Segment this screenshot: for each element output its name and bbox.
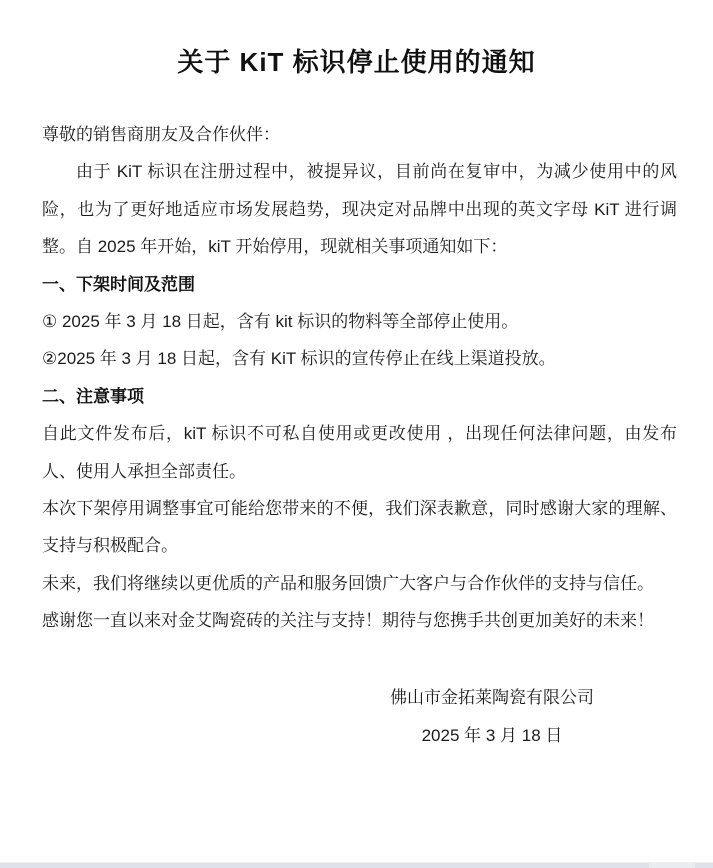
- company-name: 佛山市金拓莱陶瓷有限公司: [390, 688, 594, 708]
- section-2-paragraph-4: 感谢您一直以来对金艾陶瓷砖的关注与支持！期待与您携手共创更加美好的未来！: [42, 611, 654, 631]
- salutation: 尊敬的销售商朋友及合作伙伴：: [42, 125, 280, 144]
- section-1-heading: 一、下架时间及范围: [42, 274, 195, 294]
- signature-date: 2025 年 3 月 18 日: [421, 725, 563, 745]
- section-2-heading: 二、注意事项: [42, 386, 144, 406]
- section-1-item-1: ① 2025 年 3 月 18 日起，含有 kit 标识的物料等全部停止使用。: [42, 311, 519, 331]
- signature-block: [387, 679, 597, 754]
- bottom-edge-highlight: [649, 863, 695, 868]
- bottom-edge-bar: [0, 862, 713, 868]
- intro-paragraph: 由于 KiT 标识在注册过程中，被提异议，目前尚在复审中，为减少使用中的风险，也为了更好地适应市场发展趋势，现决定对品牌中出现的英文字母 KiT 进行调整。自 2025 年开始，kiT 开始停用，现就相关事项通知如下：: [42, 162, 677, 257]
- section-1-item-2: ②2025 年 3 月 18 日起，含有 KiT 标识的宣传停止在线上渠道投放。: [42, 349, 556, 369]
- document-body: [0, 116, 713, 754]
- section-2-paragraph-3: 未来，我们将继续以更优质的产品和服务回馈广大客户与合作伙伴的支持与信任。: [42, 573, 654, 593]
- page-title: 关于 KiT 标识停止使用的通知: [177, 47, 536, 77]
- section-2-paragraph-1: 自此文件发布后，kiT 标识不可私自使用或更改使用 ，出现任何法律问题，由发布人、使用人承担全部责任。: [42, 424, 677, 481]
- section-2-paragraph-2: 本次下架停用调整事宜可能给您带来的不便，我们深表歉意，同时感谢大家的理解、支持与积极配合。: [42, 498, 677, 556]
